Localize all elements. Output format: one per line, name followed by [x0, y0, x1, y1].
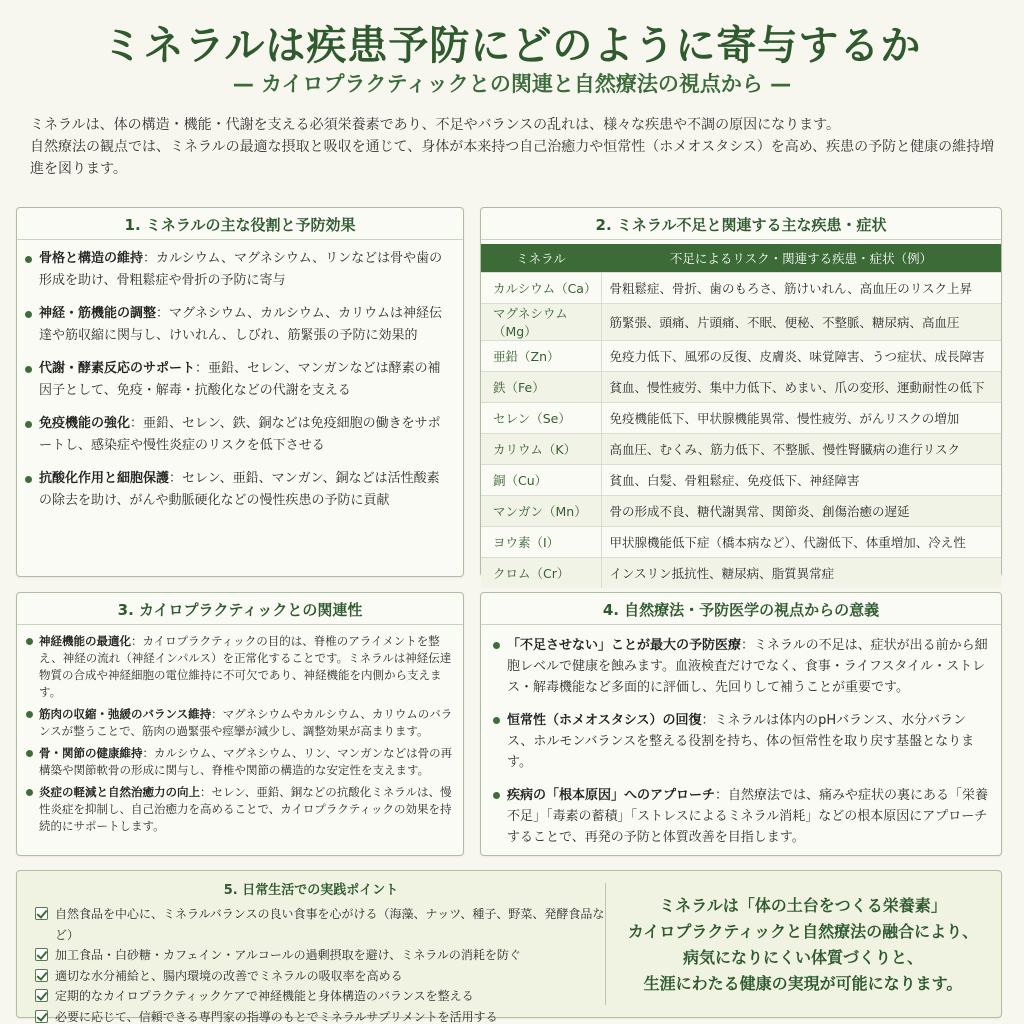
risk-cell: 貧血、白髪、骨粗鬆症、免疫低下、神経障害 — [601, 464, 1001, 495]
intro-line-1: ミネラルは、体の構造・機能・代謝を支える必須栄養素であり、不足やバランスの乱れは、様々な疾患や不調の原因になります。 — [30, 117, 841, 133]
list-item — [39, 303, 449, 347]
intro-line-2: 自然療法の観点では、ミネラルの最適な摂取と吸収を通じて、身体が本来持つ自己治癒力や恒常性（ホメオスタシス）を高め、疾患の予防と健康の維持増進を図ります。 — [30, 139, 995, 177]
mineral-cell: ヨウ素（I） — [481, 526, 601, 557]
list-item — [35, 966, 605, 987]
item-text: ：カルシウム、マグネシウム、リンなどは骨や歯の形成を助け、骨粗鬆症や骨折の予防に寄与 — [39, 251, 443, 288]
item-heading: 筋肉の収縮・弛緩のバランス維持 — [39, 707, 212, 721]
mineral-cell: マグネシウム（Mg） — [481, 303, 601, 340]
item-text: ：ミネラルの不足は、症状が出る前から細胞レベルで健康を蝕みます。血液検査だけでなく、食事・ライフスタイル・ストレス・解毒機能など多面的に評価し、先回りして補うことが重要です。 — [507, 638, 988, 695]
risk-cell: 骨粗鬆症、骨折、歯のもろさ、筋けいれん、高血圧のリスク上昇 — [601, 272, 1001, 303]
mineral-cell: 銅（Cu） — [481, 464, 601, 495]
deficiency-table — [481, 244, 1001, 588]
summary-message — [617, 893, 989, 997]
list-item — [39, 248, 449, 292]
section-roles-title: 1. ミネラルの主な役割と予防効果 — [17, 208, 463, 240]
summary-line: 生涯にわたる健康の実現が可能になります。 — [643, 974, 963, 993]
mineral-cell: 鉄（Fe） — [481, 371, 601, 402]
item-heading: 神経機能の最適化 — [39, 634, 131, 648]
summary-line: カイロプラクティックと自然療法の融合により、 — [627, 922, 979, 941]
table-row — [481, 495, 1001, 526]
section-chiropractic-title: 3. カイロプラクティックとの関連性 — [17, 593, 463, 625]
table-header-row — [481, 244, 1001, 272]
column-header-mineral: ミネラル — [481, 244, 601, 272]
table-row — [481, 371, 1001, 402]
list-item — [39, 706, 453, 740]
list-item — [39, 633, 453, 701]
item-text: ：マグネシウムやカルシウム、カリウムのバランスが整うことで、筋肉の過緊張や痙攣が減少し、調整効果が高まります。 — [39, 707, 453, 738]
section-practice-panel — [16, 870, 1002, 1024]
risk-cell: 免疫機能低下、甲状腺機能異常、慢性疲労、がんリスクの増加 — [601, 402, 1001, 433]
summary-line: 病気になりにくい体質づくりと、 — [682, 948, 923, 967]
mineral-cell: マンガン（Mn） — [481, 495, 601, 526]
roles-list — [17, 240, 463, 512]
naturopathy-list — [481, 625, 1001, 848]
item-text: ：マグネシウム、カルシウム、カリウムは神経伝達や筋収縮に関与し、けいれん、しびれ、筋緊張の予防に効果的 — [39, 306, 442, 343]
mineral-cell: 亜鉛（Zn） — [481, 340, 601, 371]
list-item — [39, 468, 449, 512]
item-text: ：ミネラルは体内のpHバランス、水分バランス、ホルモンバランスを整える役割を持ち、体の恒常性を取り戻す基盤となります。 — [507, 713, 975, 770]
table-row — [481, 526, 1001, 557]
list-item — [39, 358, 449, 402]
list-item — [39, 745, 453, 779]
item-heading: 神経・筋機能の調整 — [39, 306, 157, 321]
checkbox-checked-icon — [35, 989, 48, 1002]
summary-line: ミネラルは「体の土台をつくる栄養素」 — [659, 896, 947, 915]
section-naturopathy-panel — [480, 592, 1002, 856]
item-text: 自然食品を中心に、ミネラルバランスの良い食事を心がける（海藻、ナッツ、種子、野菜、発酵食品など） — [55, 907, 605, 942]
checkbox-checked-icon — [35, 969, 48, 982]
list-item — [35, 945, 605, 966]
checkbox-checked-icon — [35, 948, 48, 961]
practice-checklist — [17, 898, 605, 1024]
section-chiropractic-panel — [16, 592, 464, 856]
table-row — [481, 402, 1001, 433]
list-item — [507, 635, 989, 698]
checkbox-checked-icon — [35, 907, 48, 920]
panel-divider — [605, 883, 606, 1005]
mineral-cell: セレン（Se） — [481, 402, 601, 433]
table-row — [481, 272, 1001, 303]
section-deficiency-title: 2. ミネラル不足と関連する主な疾患・症状 — [481, 208, 1001, 240]
item-heading: 代謝・酵素反応のサポート — [39, 361, 196, 376]
item-text: 適切な水分補給と、腸内環境の改善でミネラルの吸収率を高める — [55, 968, 403, 983]
item-heading: 抗酸化作用と細胞保護 — [39, 471, 170, 486]
item-text: ：セレン、亜鉛、銅などの抗酸化ミネラルは、慢性炎症を抑制し、自己治癒力を高めることで、カイロプラクティックの効果を持続的にサポートします。 — [39, 785, 452, 833]
item-heading: 疾病の「根本原因」へのアプローチ — [507, 788, 716, 803]
item-text: ：自然療法では、痛みや症状の裏にある「栄養不足」「毒素の蓄積」「ストレスによるミネラル消耗」などの根本原因にアプローチすることで、再発の予防と体質改善を目指します。 — [507, 788, 989, 845]
mineral-cell: カルシウム（Ca） — [481, 272, 601, 303]
list-item — [507, 785, 989, 848]
page-subtitle: — カイロプラクティックとの関連と自然療法の視点から — — [232, 72, 792, 96]
risk-cell: 貧血、慢性疲労、集中力低下、めまい、爪の変形、運動耐性の低下 — [601, 371, 1001, 402]
table-row — [481, 303, 1001, 340]
column-header-risk: 不足によるリスク・関連する疾患・症状（例） — [601, 244, 1001, 272]
list-item — [35, 1007, 605, 1024]
intro-text — [30, 114, 1000, 180]
item-text: 必要に応じて、信頼できる専門家の指導のもとでミネラルサプリメントを活用する — [55, 1009, 498, 1024]
table-row — [481, 340, 1001, 371]
checkbox-checked-icon — [35, 1010, 48, 1023]
item-text: 定期的なカイロプラクティックケアで神経機能と身体構造のバランスを整える — [55, 989, 474, 1003]
section-roles-panel — [16, 207, 464, 577]
section-deficiency-panel — [480, 207, 1002, 581]
risk-cell: 高血圧、むくみ、筋力低下、不整脈、慢性腎臓病の進行リスク — [601, 433, 1001, 464]
section-naturopathy-title: 4. 自然療法・予防医学の視点からの意義 — [481, 593, 1001, 625]
mineral-cell: クロム（Cr） — [481, 557, 601, 588]
risk-cell: 甲状腺機能低下症（橋本病など）、代謝低下、体重増加、冷え性 — [601, 526, 1001, 557]
risk-cell: 免疫力低下、風邪の反復、皮膚炎、味覚障害、うつ症状、成長障害 — [601, 340, 1001, 371]
list-item — [507, 710, 989, 773]
item-heading: 骨・関節の健康維持 — [39, 746, 143, 760]
mineral-cell: カリウム（K） — [481, 433, 601, 464]
section-practice-title: 5. 日常生活での実践ポイント — [223, 883, 399, 898]
list-item — [39, 413, 449, 457]
chiropractic-list — [17, 625, 463, 835]
item-text: 加工食品・白砂糖・カフェイン・アルコールの過剰摂取を避け、ミネラルの消耗を防ぐ — [55, 948, 521, 962]
risk-cell: インスリン抵抗性、糖尿病、脂質異常症 — [601, 557, 1001, 588]
item-text: ：カイロプラクティックの目的は、脊椎のアライメントを整え、神経の流れ（神経インパルス）を正常化することです。ミネラルは神経伝達物質の合成や神経細胞の電位維持に不可欠であり、神経機能を内側から支えます。 — [39, 634, 452, 699]
item-heading: 「不足させない」ことが最大の予防医療 — [507, 638, 742, 653]
table-row — [481, 464, 1001, 495]
practice-points — [17, 871, 605, 1024]
list-item — [35, 904, 605, 945]
item-heading: 炎症の軽減と自然治癒力の向上 — [39, 785, 200, 799]
item-heading: 恒常性（ホメオスタシス）の回復 — [507, 713, 702, 728]
list-item — [35, 986, 605, 1007]
item-heading: 免疫機能の強化 — [39, 416, 131, 431]
item-text: ：セレン、亜鉛、マンガン、銅などは活性酸素の除去を助け、がんや動脈硬化などの慢性疾患の予防に貢献 — [39, 471, 440, 508]
risk-cell: 骨の形成不良、糖代謝異常、関節炎、創傷治癒の遅延 — [601, 495, 1001, 526]
item-text: ：亜鉛、セレン、マンガンなどは酵素の補因子として、免疫・解毒・抗酸化などの代謝を支える — [39, 361, 441, 398]
table-row — [481, 557, 1001, 588]
page-title: ミネラルは疾患予防にどのように寄与するか — [102, 22, 922, 69]
item-text: ：カルシウム、マグネシウム、リン、マンガンなどは骨の再構築や関節軟骨の形成に関与し、脊椎や関節の構造的な安定性を支えます。 — [39, 746, 453, 777]
list-item — [39, 784, 453, 835]
item-heading: 骨格と構造の維持 — [39, 251, 144, 266]
table-row — [481, 433, 1001, 464]
item-text: ：亜鉛、セレン、鉄、銅などは免疫細胞の働きをサポートし、感染症や慢性炎症のリスクを低下させる — [39, 416, 441, 453]
risk-cell: 筋緊張、頭痛、片頭痛、不眠、便秘、不整脈、糖尿病、高血圧 — [601, 303, 1001, 340]
